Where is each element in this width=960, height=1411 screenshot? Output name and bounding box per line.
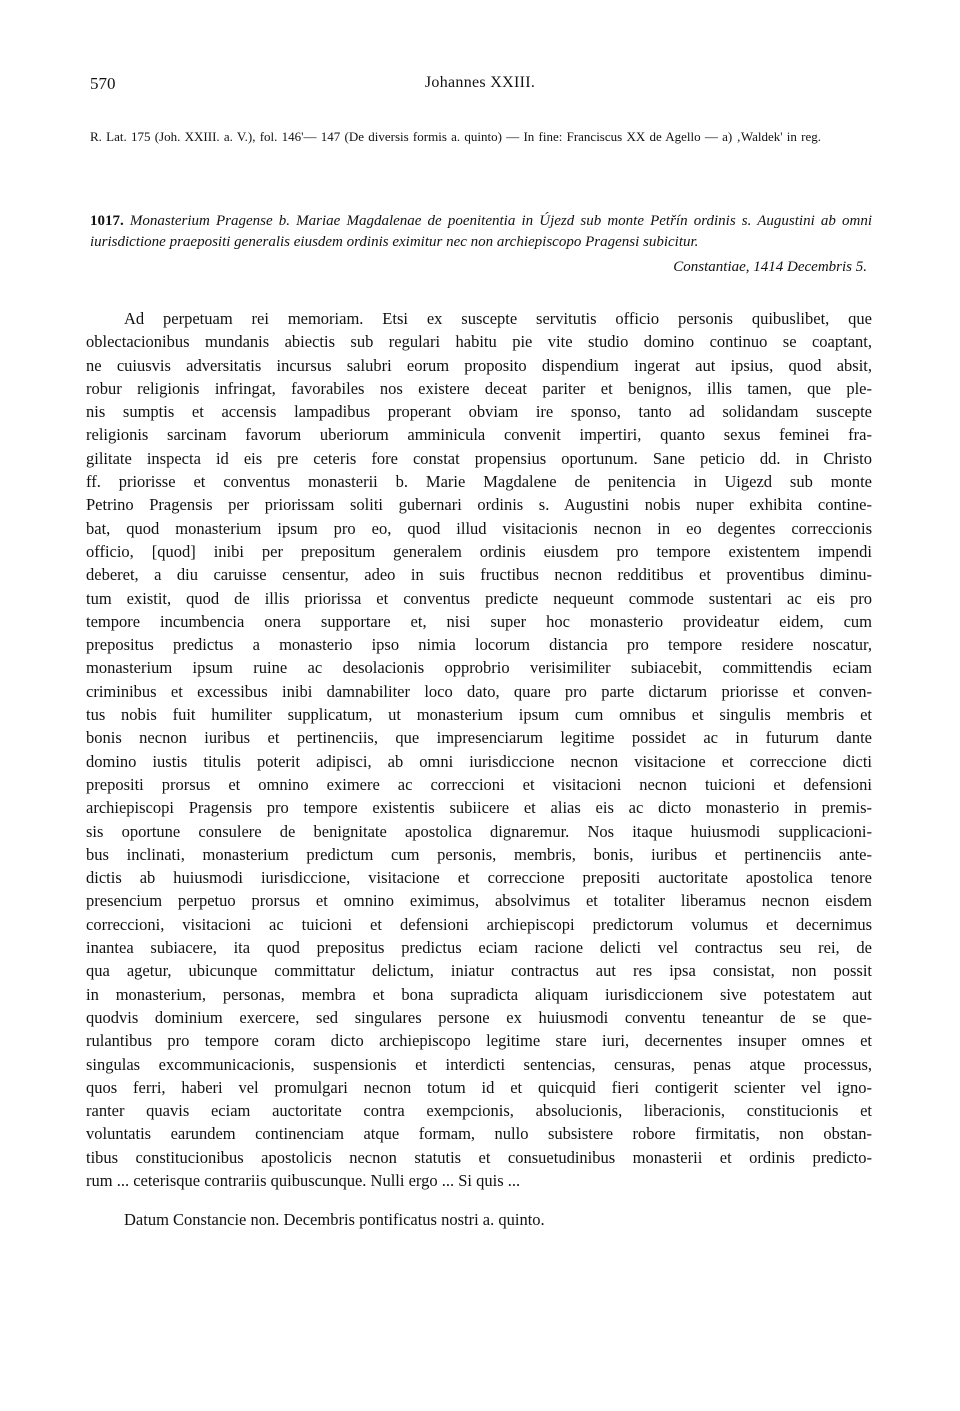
text-line: gilitate inspecta id eis pre ceteris fore constat propensius oportunum. Sane peticio dd. in Christo — [86, 448, 872, 468]
text-line: deberet, a diu caruisse censentur, adeo in suis fructibus necnon redditibus et proventibus diminu- — [86, 565, 872, 585]
text-line: sis oportune consulere de benignitate apostolica dignaremur. Nos itaque huiusmodi supplicacioni- — [86, 821, 872, 841]
text-line: Ad perpetuam rei memoriam. Etsi ex suscepte servitutis officio personis quibuslibet, que — [124, 309, 872, 328]
text-line: bonis necnon iuribus et pertinenciis, que impresenciarum legitime possidet ac in futurum dante — [86, 728, 872, 748]
text-line: officio, [quod] inibi per prepositum generalem ordinis eiusdem pro tempore existentem impendi — [86, 541, 872, 561]
text-line: criminibus et excessibus inibi damnabiliter loco dato, quare pro parte dictarum priorisse et conven- — [86, 681, 872, 701]
text-line: bat, quod monasterium ipsum pro eo, quod illud visitacionis necnon in eo degentes correccionis — [86, 518, 872, 538]
text-line: rum ... ceterisque contrariis quibuscunque. Nulli ergo ... Si quis ... — [86, 1170, 521, 1190]
document-body — [86, 307, 872, 1192]
text-line: qua agetur, ubicunque committatur delictum, iniatur contractus aut res ipsa consistat, non possit — [86, 961, 872, 981]
text-line: voluntatis earundem continenciam atque formam, nullo subsistere robore firmitatis, non obstan- — [86, 1124, 872, 1144]
text-line: nis sumptis et accensis lampadibus properant obviam ire sponso, tanto ad solidandam suscepte — [86, 402, 872, 422]
text-line: in monasterium, personas, membra et bona supradicta aliquam iurisdiccionem sive potestatem aut — [86, 984, 872, 1004]
place-date: Constantiae, 1414 Decembris 5. — [673, 259, 867, 275]
text-line: domino iustis titulis poterit adipisci, ab omni iurisdiccione necnon visitacione et correccione dicti — [86, 751, 872, 771]
text-line: quos ferri, haberi vel promulgari necnon totum id et quicquid fieri contigerit scienter vel igno- — [86, 1077, 872, 1097]
text-line: tibus constitucionibus apostolicis necnon statutis et consuetudinibus monasterii et ordinis predicto- — [86, 1147, 872, 1167]
text-line: religionis sarcinam favorum uberiorum amminicula convenit impertiri, quanto sexus feminei fra- — [86, 425, 872, 445]
text-line: ne cuiusvis adversitatis incursus salubri eorum proposito dispendium ingerat aut ipsius, quod absit, — [86, 355, 872, 375]
text-line: archiepiscopi Pragensis pro tempore existentis subiicere et alias eis ac dicto monasterio in premis- — [86, 798, 872, 818]
regest — [90, 211, 872, 253]
text-line: inantea subiacere, ita quod prepositus predictus eciam racione delicti vel contractus seu rei, de — [86, 938, 872, 958]
dating-clause: Datum Constancie non. Decembris pontificatus nostri a. quinto. — [124, 1210, 545, 1229]
document-number: 1017. — [90, 213, 124, 229]
text-line: robur religionis infringat, favorabiles nos existere deceat pariter et benignos, illis tamen, que ple- — [86, 378, 872, 398]
text-line: Petrino Pragensis per priorissam soliti gubernari ordinis s. Augustini nobis nuper exhibita contine- — [86, 495, 872, 515]
text-line: prepositus predictus a monasterio ipso nimia locorum distancia pro tempore residere noscatur, — [86, 635, 872, 655]
regest-text: Monasterium Pragense b. Mariae Magdalenae de poenitentia in Újezd sub monte Petřín ordinis s. Augustini ab omni iurisdictione praepositi generalis eiusdem ordinis eximitur nec non archiepiscopo Pragensi subicitur. — [90, 213, 873, 250]
running-head: Johannes XXIII. — [424, 74, 536, 91]
text-line: tus nobis fuit humiliter supplicatum, ut monasterium ipsum cum omnibus et singulis membris et — [86, 705, 872, 725]
text-line: tempore incumbencia onera supportare et, nisi super hoc monasterio provideatur eidem, cum — [86, 611, 872, 631]
text-line: oblectacionibus mundanis abiectis sub regulari habitu pie vite studio domino continuo se coaptant, — [86, 332, 872, 352]
text-line: monasterium ipsum ruine ac desolacionis opprobrio verisimiliter subiacebit, committendis eciam — [86, 658, 872, 678]
text-line: singulas excommunicacionis, suspensionis et interdicti sentencias, censuras, penas atque processus, — [86, 1054, 872, 1074]
text-line: rulantibus pro tempore coram dicto archiepiscopo legitime stare iuri, decernentes insuper omnes et — [86, 1031, 872, 1051]
text-line: bus inclinati, monasterium predictum cum personis, membris, bonis, iuribus et pertinenciis ante- — [86, 844, 872, 864]
source-note: R. Lat. 175 (Joh. XXIII. a. V.), fol. 146'— 147 (De diversis formis a. quinto) — In fine: Franciscus XX de Agello — a) ‚Waldek' in reg. — [90, 129, 822, 144]
page-number: 570 — [90, 74, 116, 93]
text-line: tum existit, quod de illis priorissa et conventus predicte nequeunt commode sustentari ac eis pro — [86, 588, 872, 608]
text-line: correccioni, visitacioni ac tuicioni et defensioni archiepiscopi predictorum volumus et decernimus — [86, 914, 872, 934]
text-line: prepositi prorsus et omnino eximere ac correccioni et visitacioni necnon tuicioni et defensioni — [86, 774, 872, 794]
text-line: dictis ab huiusmodi iurisdiccione, visitacione et correccione prepositi auctoritate apostolica tenore — [86, 868, 872, 888]
text-line: ff. priorisse et conventus monasterii b. Marie Magdalene de penitencia in Uigezd sub monte — [86, 472, 872, 492]
text-line: ranter quavis eciam auctoritate contra exempcionis, absolucionis, liberacionis, constitucionis et — [86, 1101, 872, 1121]
text-line: presencium perpetuo prorsus et omnino eximimus, absolvimus et totaliter liberamus necnon eisdem — [86, 891, 872, 911]
text-line: quodvis dominium exercere, sed singulares persone ex huiusmodi conventu teneantur de se que- — [86, 1007, 872, 1027]
